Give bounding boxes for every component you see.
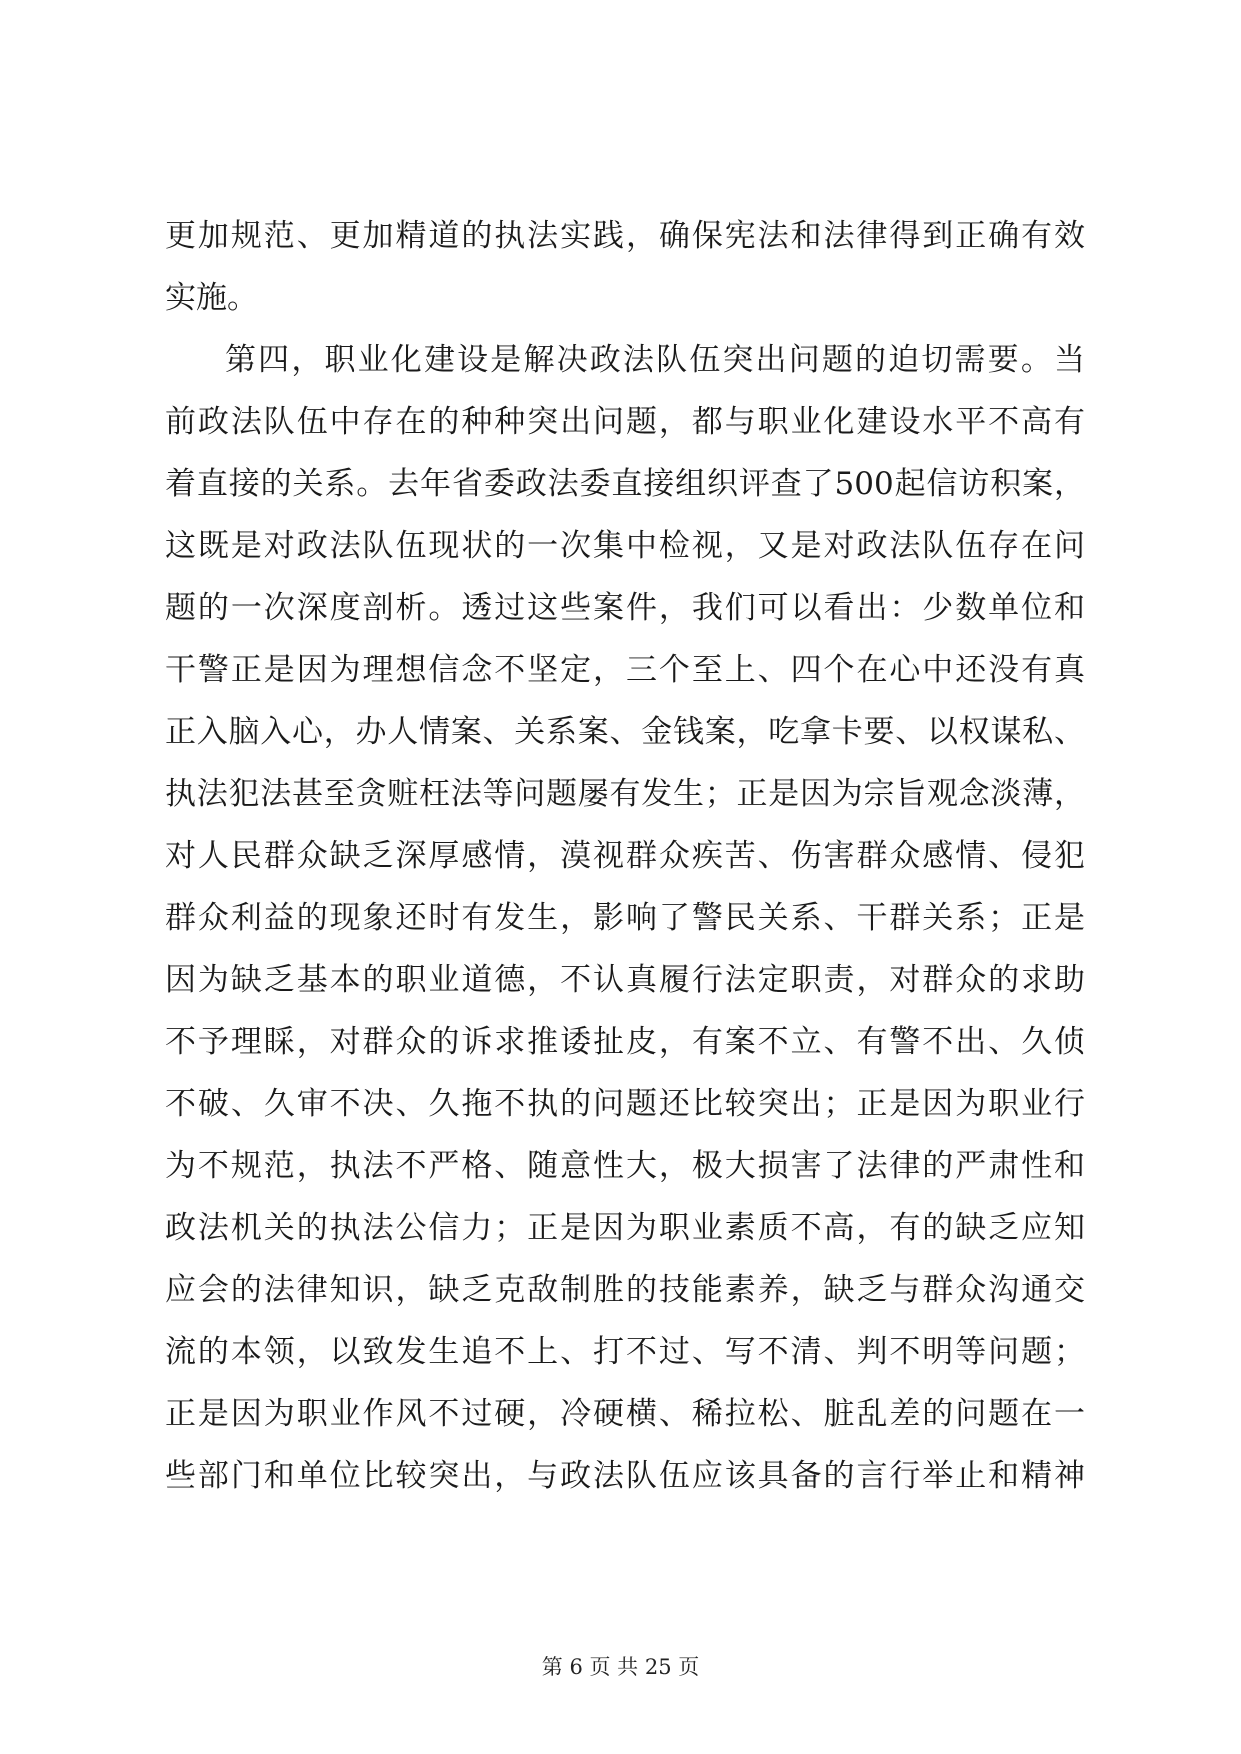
text-line: 干警正是因为理想信念不坚定，三个至上、四个在心中还没有真 <box>165 652 1085 688</box>
text-line: 正是因为职业作风不过硬，冷硬横、稀拉松、脏乱差的问题在一 <box>165 1396 1085 1432</box>
page-number-footer: 第 6 页 共 25 页 <box>541 1655 700 1679</box>
text-line: 流的本领，以致发生追不上、打不过、写不清、判不明等问题； <box>165 1334 1085 1370</box>
text-line: 因为缺乏基本的职业道德，不认真履行法定职责，对群众的求助 <box>165 962 1085 998</box>
text-line: 应会的法律知识，缺乏克敌制胜的技能素养，缺乏与群众沟通交 <box>165 1272 1085 1308</box>
paragraph-first-line: 第四，职业化建设是解决政法队伍突出问题的迫切需要。当 <box>225 342 1085 378</box>
text-line: 些部门和单位比较突出，与政法队伍应该具备的言行举止和精神 <box>165 1458 1085 1494</box>
document-body <box>165 205 1085 1507</box>
text-line: 政法机关的执法公信力；正是因为职业素质不高，有的缺乏应知 <box>165 1210 1085 1246</box>
text-line: 对人民群众缺乏深厚感情，漠视群众疾苦、伤害群众感情、侵犯 <box>165 838 1085 874</box>
text-line: 为不规范，执法不严格、随意性大，极大损害了法律的严肃性和 <box>165 1148 1085 1184</box>
text-line: 着直接的关系。去年省委政法委直接组织评查了500起信访积案， <box>165 466 1085 502</box>
text-line: 正入脑入心，办人情案、关系案、金钱案，吃拿卡要、以权谋私、 <box>165 714 1085 750</box>
text-line: 执法犯法甚至贪赃枉法等问题屡有发生；正是因为宗旨观念淡薄， <box>165 776 1085 812</box>
text-line: 群众利益的现象还时有发生，影响了警民关系、干群关系；正是 <box>165 900 1085 936</box>
text-line: 不破、久审不决、久拖不执的问题还比较突出；正是因为职业行 <box>165 1086 1085 1122</box>
text-line: 题的一次深度剖析。透过这些案件，我们可以看出：少数单位和 <box>165 590 1085 626</box>
text-line: 前政法队伍中存在的种种突出问题，都与职业化建设水平不高有 <box>165 404 1085 440</box>
text-line: 不予理睬，对群众的诉求推诿扯皮，有案不立、有警不出、久侦 <box>165 1024 1085 1060</box>
text-line: 更加规范、更加精道的执法实践，确保宪法和法律得到正确有效 <box>165 218 1085 254</box>
text-line: 这既是对政法队伍现状的一次集中检视，又是对政法队伍存在问 <box>165 528 1085 564</box>
text-line: 实施。 <box>165 280 258 316</box>
